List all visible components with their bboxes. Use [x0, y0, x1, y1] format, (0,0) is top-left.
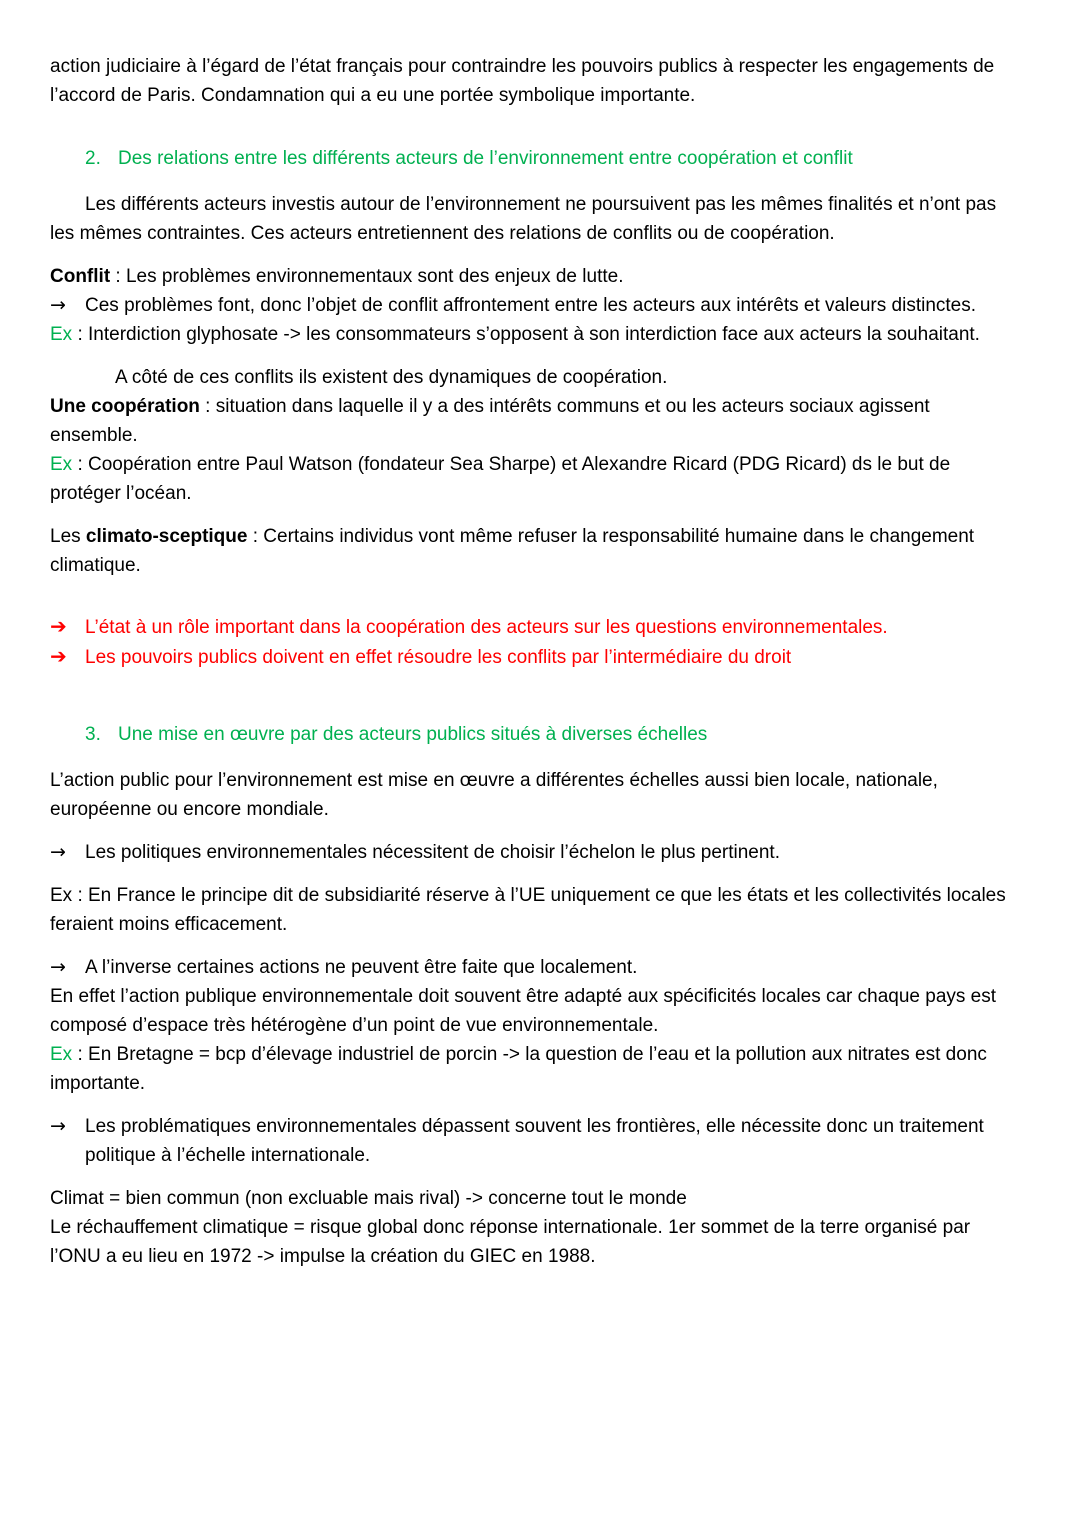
conflict-arrow-text: Ces problèmes font, donc l’objet de conflit affrontement entre les acteurs aux intérêts et valeurs distinctes. [85, 295, 977, 316]
climate-line-1 [50, 1184, 1018, 1213]
climate-line-2-text: Le réchauffement climatique = risque global donc réponse internationale. 1er sommet de la terre organisé par l’ONU a eu lieu en 1972 -> impulse la création du GIEC en 1988. [50, 1217, 971, 1267]
paragraph-effet [50, 982, 1018, 1040]
section-heading-3 [50, 720, 1018, 749]
right-arrow-icon: → [50, 294, 66, 316]
climate-line-2 [50, 1213, 1018, 1271]
cooperation-block [50, 363, 1018, 508]
conflict-definition-text: : Les problèmes environnementaux sont des enjeux de lutte. [110, 266, 624, 287]
action-scales-text: L’action public pour l’environnement est mise en œuvre a différentes échelles aussi bien locale, nationale, européenne ou encore mondiale. [50, 770, 938, 820]
cooperation-intro [50, 363, 1018, 392]
key-points-block [50, 612, 1018, 672]
paragraph-intro [50, 52, 1018, 110]
example-bretagne-text: : En Bretagne = bcp d’élevage industriel de porcin -> la question de l’eau et la pollution aux nitrates est donc importante. [50, 1044, 987, 1094]
climato-term: climato-sceptique [85, 526, 248, 547]
climato-text: : Certains individus vont même refuser la responsabilité humaine dans le changement climatique. [50, 526, 975, 576]
cooperation-term: Une coopération [50, 396, 200, 417]
conflict-definition [50, 262, 1018, 291]
conflict-block [50, 262, 1018, 349]
echelon-text: Les politiques environnementales nécessitent de choisir l’échelon le plus pertinent. [85, 842, 780, 863]
effet-text: En effet l’action publique environnementale doit souvent être adapté aux spécificités locales car chaque pays est composé d’espace très hétérogène d’un point de vue environnementale. [50, 986, 997, 1036]
conflict-arrow-point [50, 291, 1018, 320]
arrow-point-echelon [50, 838, 1018, 867]
example-glyphosate [50, 320, 1018, 349]
frontieres-text: Les problématiques environnementales dépassent souvent les frontières, elle nécessite donc un traitement politique à l’échelle internationale. [85, 1116, 984, 1166]
climato-sceptique-block [50, 522, 1018, 580]
heavy-right-arrow-icon: ➔ [50, 614, 67, 638]
right-arrow-icon: → [50, 841, 66, 863]
heading-3-number: 3. [85, 724, 101, 745]
inverse-text: A l’inverse certaines actions ne peuvent être faite que localement. [85, 957, 638, 978]
cooperation-definition [50, 392, 1018, 450]
key-point-state-role [50, 612, 1018, 642]
example-label: Ex [50, 324, 73, 345]
heading-3-title: Une mise en œuvre par des acteurs publics situés à diverses échelles [118, 724, 708, 745]
climate-line-1-text: Climat = bien commun (non excluable mais rival) -> concerne tout le monde [50, 1188, 687, 1209]
climato-prefix: Les [50, 526, 86, 547]
section-heading-2 [50, 144, 1018, 173]
arrow-point-inverse [50, 953, 1018, 982]
right-arrow-icon: → [50, 1115, 66, 1137]
paragraph-actors [50, 190, 1018, 248]
key-point-text: Les pouvoirs publics doivent en effet résoudre les conflits par l’intermédiaire du droit [85, 647, 792, 668]
example-watson-text: : Coopération entre Paul Watson (fondateur Sea Sharpe) et Alexandre Ricard (PDG Ricard) ds le but de protéger l’océan. [50, 454, 951, 504]
right-arrow-icon: → [50, 956, 66, 978]
example-glyphosate-text: : Interdiction glyphosate -> les consommateurs s’opposent à son interdiction face aux acteurs la souhaitant. [72, 324, 980, 345]
key-point-text: L’état à un rôle important dans la coopération des acteurs sur les questions environnementales. [85, 617, 888, 638]
example-watson [50, 450, 1018, 508]
actors-text: Les différents acteurs investis autour de l’environnement ne poursuivent pas les mêmes finalités et n’ont pas les mêmes contraintes. Ces acteurs entretiennent des relations de conflits ou de coopération. [50, 194, 997, 244]
key-point-public-powers [50, 642, 1018, 672]
example-bretagne [50, 1040, 1018, 1098]
example-france [50, 881, 1018, 939]
example-label: Ex [50, 1044, 73, 1065]
cooperation-intro-text: A côté de ces conflits ils existent des dynamiques de coopération. [115, 367, 668, 388]
local-action-block [50, 953, 1018, 1098]
climate-block [50, 1184, 1018, 1271]
intro-text: action judiciaire à l’égard de l’état français pour contraindre les pouvoirs publics à respecter les engagements de l’accord de Paris. Condamnation qui a eu une portée symbolique importante. [50, 56, 995, 106]
example-label: Ex [50, 454, 73, 475]
heading-2-number: 2. [85, 148, 101, 169]
paragraph-action-scales [50, 766, 1018, 824]
example-france-text: Ex : En France le principe dit de subsidiarité réserve à l’UE uniquement ce que les états et les collectivités locales feraient moins efficacement. [50, 885, 1006, 935]
conflict-term: Conflit [50, 266, 111, 287]
arrow-point-frontieres [50, 1112, 1018, 1170]
cooperation-definition-text: : situation dans laquelle il y a des intérêts communs et ou les acteurs sociaux agissent ensemble. [50, 396, 930, 446]
heading-2-title: Des relations entre les différents acteurs de l’environnement entre coopération et conflit [118, 148, 853, 169]
heavy-right-arrow-icon: ➔ [50, 644, 67, 668]
